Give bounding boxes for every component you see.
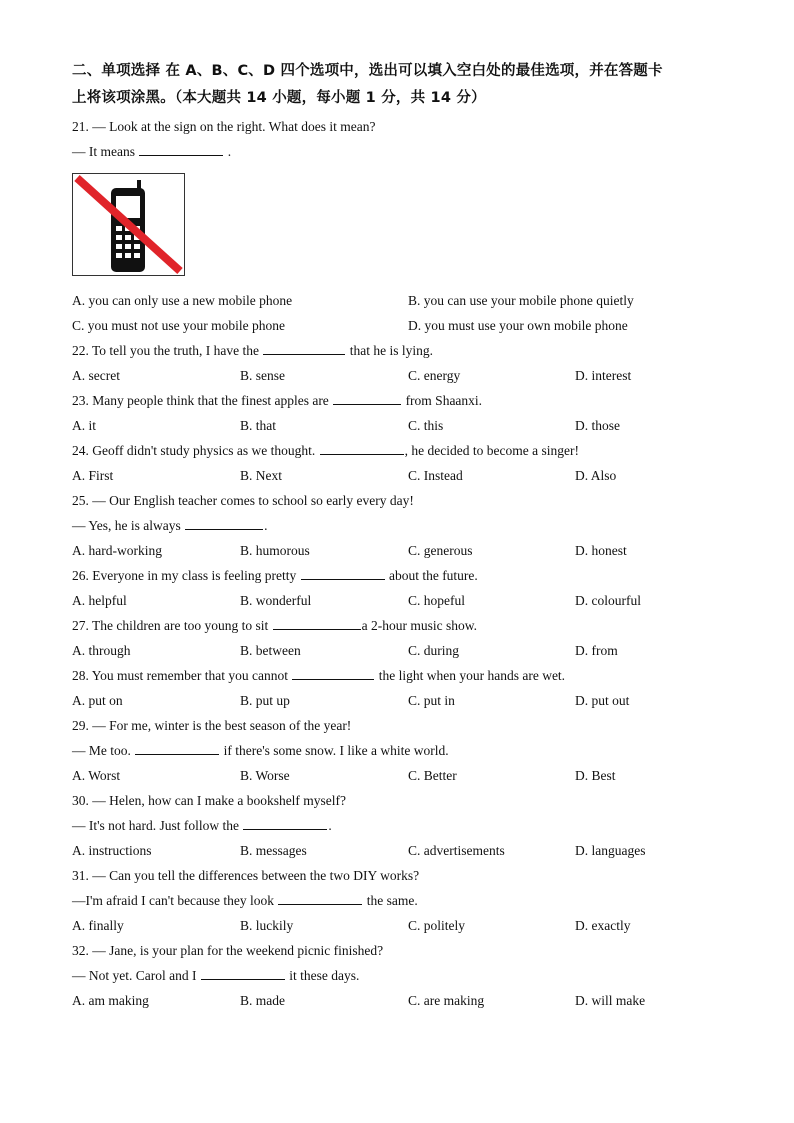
q28-stem — [72, 663, 722, 688]
q24-options — [72, 463, 722, 488]
q22-text-end: that he is lying. — [346, 343, 434, 358]
q26-option-b[interactable]: B. wonderful — [240, 593, 312, 608]
no-mobile-phone-sign-icon — [72, 173, 185, 276]
q26-text: 26. Everyone in my class is feeling pretty — [72, 568, 300, 583]
q23-option-a[interactable]: A. it — [72, 418, 97, 433]
q25-options — [72, 538, 722, 563]
q25-blank — [185, 516, 263, 530]
q31-blank — [278, 891, 362, 905]
q24-blank — [320, 441, 404, 455]
q24-option-a[interactable]: A. First — [72, 468, 114, 483]
q28-blank — [292, 666, 374, 680]
q25-option-b[interactable]: B. humorous — [240, 543, 310, 558]
q25-stem: 25. — Our English teacher comes to school so early every day! — [72, 493, 414, 508]
q22-option-c[interactable]: C. energy — [408, 368, 461, 383]
q21-option-b[interactable]: B. you can use your mobile phone quietly — [408, 293, 634, 308]
q21-blank — [139, 142, 223, 156]
q22-text: 22. To tell you the truth, I have the — [72, 343, 263, 358]
q24-text-end: , he decided to become a singer! — [404, 443, 579, 458]
q27-option-a[interactable]: A. through — [72, 643, 131, 658]
q25-text: — Yes, he is always — [72, 518, 185, 533]
q31-text: —I'm afraid I can't because they look — [72, 893, 278, 908]
q32-options — [72, 988, 722, 1013]
q30-text-end: . — [328, 818, 332, 833]
q25-option-a[interactable]: A. hard-working — [72, 543, 162, 558]
q22-options — [72, 363, 722, 388]
q21-options-row-2 — [72, 313, 722, 338]
q23-option-c[interactable]: C. this — [408, 418, 444, 433]
q26-blank — [301, 566, 385, 580]
q32-stem: 32. — Jane, is your plan for the weekend picnic finished? — [72, 943, 384, 958]
q30-option-b[interactable]: B. messages — [240, 843, 307, 858]
q29-text: — Me too. — [72, 743, 135, 758]
q23-options — [72, 413, 722, 438]
q25-option-d[interactable]: D. honest — [575, 543, 627, 558]
section-heading — [72, 58, 722, 112]
q30-blank — [243, 816, 327, 830]
q32-option-a[interactable]: A. am making — [72, 993, 149, 1008]
q24-option-b[interactable]: B. Next — [240, 468, 282, 483]
q32-option-b[interactable]: B. made — [240, 993, 285, 1008]
q25-text-end: . — [264, 518, 268, 533]
q21-stem: 21. — Look at the sign on the right. What does it mean? — [72, 119, 376, 134]
q27-option-c[interactable]: C. during — [408, 643, 460, 658]
q26-options — [72, 588, 722, 613]
q31-option-a[interactable]: A. finally — [72, 918, 124, 933]
q29-option-d[interactable]: D. Best — [575, 768, 616, 783]
q26-option-a[interactable]: A. helpful — [72, 593, 127, 608]
q31-reply — [72, 888, 722, 913]
q28-option-b[interactable]: B. put up — [240, 693, 290, 708]
q27-option-b[interactable]: B. between — [240, 643, 301, 658]
q28-option-c[interactable]: C. put in — [408, 693, 455, 708]
q32-reply — [72, 963, 722, 988]
q27-blank — [273, 616, 361, 630]
q22-option-d[interactable]: D. interest — [575, 368, 632, 383]
q21-option-a[interactable]: A. you can only use a new mobile phone — [72, 293, 293, 308]
q21-reply — [72, 139, 722, 164]
q21-reply-end: . — [224, 144, 232, 159]
q23-blank — [333, 391, 401, 405]
q28-option-a[interactable]: A. put on — [72, 693, 123, 708]
q23-option-d[interactable]: D. those — [575, 418, 620, 433]
q30-option-c[interactable]: C. advertisements — [408, 843, 505, 858]
q30-option-a[interactable]: A. instructions — [72, 843, 152, 858]
q23-option-b[interactable]: B. that — [240, 418, 276, 433]
q31-stem: 31. — Can you tell the differences between the two DIY works? — [72, 868, 420, 883]
q23-text-end: from Shaanxi. — [402, 393, 483, 408]
q23-text: 23. Many people think that the finest apples are — [72, 393, 333, 408]
q26-stem — [72, 563, 722, 588]
q24-text: 24. Geoff didn't study physics as we thought. — [72, 443, 319, 458]
q28-options — [72, 688, 722, 713]
q22-option-a[interactable]: A. secret — [72, 368, 120, 383]
q32-text-end: it these days. — [285, 968, 360, 983]
q31-option-c[interactable]: C. politely — [408, 918, 465, 933]
q27-stem — [72, 613, 722, 638]
q24-option-c[interactable]: C. Instead — [408, 468, 463, 483]
q29-text-end: if there's some snow. I like a white world. — [220, 743, 449, 758]
q30-reply — [72, 813, 722, 838]
q22-blank — [263, 341, 345, 355]
question-section — [72, 58, 722, 1013]
q30-option-d[interactable]: D. languages — [575, 843, 646, 858]
q29-option-a[interactable]: A. Worst — [72, 768, 121, 783]
q29-stem: 29. — For me, winter is the best season of the year! — [72, 718, 352, 733]
q25-reply — [72, 513, 722, 538]
q29-options — [72, 763, 722, 788]
q26-option-c[interactable]: C. hopeful — [408, 593, 465, 608]
q32-option-c[interactable]: C. are making — [408, 993, 485, 1008]
q22-option-b[interactable]: B. sense — [240, 368, 285, 383]
q26-text-end: about the future. — [385, 568, 478, 583]
q30-stem: 30. — Helen, how can I make a bookshelf myself? — [72, 793, 347, 808]
q28-option-d[interactable]: D. put out — [575, 693, 630, 708]
q32-option-d[interactable]: D. will make — [575, 993, 646, 1008]
q31-options — [72, 913, 722, 938]
section-heading-line-1: 二、单项选择 在 A、B、C、D 四个选项中，选出可以填入空白处的最佳选项，并在答题卡 — [72, 63, 663, 79]
q31-text-end: the same. — [363, 893, 418, 908]
q24-stem — [72, 438, 722, 463]
q22-stem — [72, 338, 722, 363]
q23-stem — [72, 388, 722, 413]
q28-text: 28. You must remember that you cannot — [72, 668, 292, 683]
q30-options — [72, 838, 722, 863]
q26-option-d[interactable]: D. colourful — [575, 593, 641, 608]
q24-option-d[interactable]: D. Also — [575, 468, 617, 483]
q27-options — [72, 638, 722, 663]
q29-option-b[interactable]: B. Worse — [240, 768, 290, 783]
q27-text: 27. The children are too young to sit — [72, 618, 272, 633]
q27-option-d[interactable]: D. from — [575, 643, 618, 658]
q21-reply-text: — It means — [72, 144, 139, 159]
q25-option-c[interactable]: C. generous — [408, 543, 473, 558]
q29-reply — [72, 738, 722, 763]
q32-text: — Not yet. Carol and I — [72, 968, 200, 983]
section-heading-line-2: 上将该项涂黑。（本大题共 14 小题，每小题 1 分，共 14 分） — [72, 90, 486, 106]
q30-text: — It's not hard. Just follow the — [72, 818, 243, 833]
q21-options-row-1 — [72, 288, 722, 313]
q28-text-end: the light when your hands are wet. — [375, 668, 566, 683]
q31-option-b[interactable]: B. luckily — [240, 918, 294, 933]
q21-option-c[interactable]: C. you must not use your mobile phone — [72, 318, 285, 333]
q31-option-d[interactable]: D. exactly — [575, 918, 631, 933]
q29-option-c[interactable]: C. Better — [408, 768, 457, 783]
q29-blank — [135, 741, 219, 755]
q32-blank — [201, 966, 285, 980]
q27-text-end: a 2-hour music show. — [361, 618, 477, 633]
q21-option-d[interactable]: D. you must use your own mobile phone — [408, 318, 628, 333]
